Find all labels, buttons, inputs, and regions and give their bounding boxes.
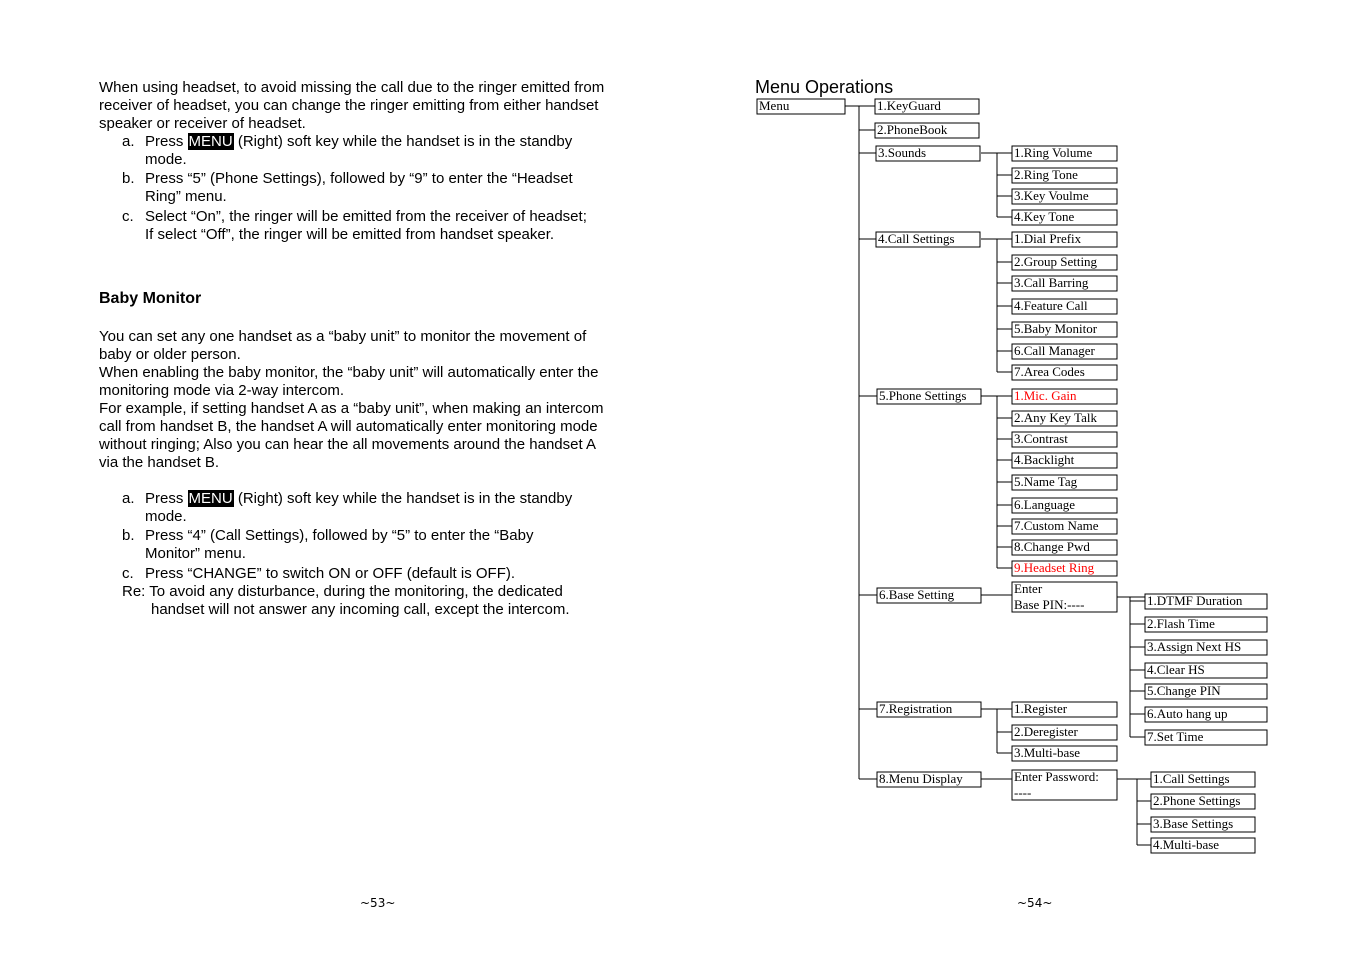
step-list-item — [122, 527, 622, 563]
step-marker: b. — [122, 527, 135, 544]
menu-item-label: 5.Change PIN — [1147, 683, 1221, 698]
call-settings-item — [1012, 298, 1117, 314]
step-text-line2: Ring” menu. — [145, 188, 227, 205]
main-menu-item — [876, 145, 980, 161]
step-text: (Right) soft key while the handset is in the standby — [233, 133, 573, 150]
menu-item-label: 1.Register — [1014, 701, 1068, 716]
menu-item-label: 4.Multi-base — [1153, 837, 1220, 852]
main-menu-item — [875, 122, 979, 138]
base-settings-item — [1145, 616, 1267, 632]
menu-item-label: 2.Ring Tone — [1014, 167, 1078, 182]
menu-item-label: 7.Set Time — [1147, 729, 1204, 744]
step-text-line2: mode. — [145, 151, 187, 168]
body-line: For example, if setting handset A as a “baby unit”, when making an intercom — [99, 400, 604, 417]
menu-item-label: 6.Call Manager — [1014, 343, 1095, 358]
step-text: Select “On”, the ringer will be emitted from the receiver of headset; — [145, 208, 587, 225]
menu-tree-diagram — [675, 0, 1351, 954]
menu-key-label: MENU — [188, 490, 233, 507]
menu-item-label: 7.Custom Name — [1014, 518, 1099, 533]
menu-root-box — [757, 98, 845, 114]
menu-item-label: Menu — [759, 98, 790, 113]
phone-settings-item — [1012, 388, 1117, 404]
body-line: call from handset B, the handset A will automatically enter monitoring mode — [99, 418, 598, 435]
section-title: Menu Operations — [755, 77, 894, 97]
step-text: (Right) soft key while the handset is in the standby — [233, 490, 573, 507]
step-list-item — [122, 170, 622, 206]
menu-item-label: 2.PhoneBook — [877, 122, 948, 137]
menu-item-label: 4.Backlight — [1014, 452, 1075, 467]
password-box — [1012, 769, 1117, 800]
remark-line: handset will not answer any incoming call, except the intercom. — [151, 601, 570, 618]
step-list-item — [122, 565, 622, 583]
menu-item-label: 8.Change Pwd — [1014, 539, 1090, 554]
menu-display-item — [1151, 816, 1255, 832]
step-text: Press — [145, 133, 188, 150]
menu-item-label: 2.Flash Time — [1147, 616, 1215, 631]
sounds-item — [1012, 188, 1117, 204]
menu-item-label: 9.Headset Ring — [1014, 560, 1095, 575]
menu-item-label: 3.Contrast — [1014, 431, 1068, 446]
menu-item-label: 1.Dial Prefix — [1014, 231, 1082, 246]
base-settings-item — [1145, 729, 1267, 745]
menu-item-label: 2.Phone Settings — [1153, 793, 1241, 808]
step-text: Press “5” (Phone Settings), followed by “9” to enter the “Headset — [145, 170, 573, 187]
step-text: Press — [145, 490, 188, 507]
menu-item-label: 5.Name Tag — [1014, 474, 1078, 489]
intro-paragraph — [99, 79, 639, 133]
step-list-item — [122, 490, 622, 526]
step-list-item — [122, 133, 622, 169]
base-settings-item — [1145, 639, 1267, 655]
menu-display-item — [1151, 837, 1255, 853]
left-page — [0, 0, 675, 954]
call-settings-item — [1012, 231, 1117, 247]
phone-settings-item — [1012, 431, 1117, 447]
step-marker: c. — [122, 208, 134, 225]
menu-item-label: 7.Registration — [879, 701, 953, 716]
base-settings-item — [1145, 593, 1267, 609]
base-pin-box — [1012, 581, 1117, 612]
menu-display-item — [1151, 771, 1255, 787]
body-line: When enabling the baby monitor, the “baby unit” will automatically enter the — [99, 364, 599, 381]
registration-item — [1012, 724, 1117, 740]
menu-item-label: ---- — [1014, 785, 1032, 800]
step-text-line2: Monitor” menu. — [145, 545, 246, 562]
sounds-item — [1012, 167, 1117, 183]
step-marker: b. — [122, 170, 135, 187]
menu-item-label: 1.KeyGuard — [877, 98, 941, 113]
call-settings-item — [1012, 254, 1117, 270]
main-menu-item — [875, 98, 979, 114]
step-text-line2: If select “Off”, the ringer will be emitted from handset speaker. — [145, 226, 555, 243]
call-settings-item — [1012, 364, 1117, 380]
body-line: baby or older person. — [99, 346, 241, 363]
menu-key-label: MENU — [188, 133, 233, 150]
menu-item-label: 7.Area Codes — [1014, 364, 1085, 379]
menu-item-label: 6.Base Setting — [879, 587, 955, 602]
menu-item-label: 5.Baby Monitor — [1014, 321, 1098, 336]
menu-item-label: 3.Assign Next HS — [1147, 639, 1242, 654]
main-menu-item — [877, 771, 981, 787]
call-settings-item — [1012, 275, 1117, 291]
intro-line: speaker or receiver of headset. — [99, 115, 306, 132]
sounds-item — [1012, 209, 1117, 225]
phone-settings-item — [1012, 560, 1117, 576]
phone-settings-item — [1012, 497, 1117, 513]
registration-item — [1012, 745, 1117, 761]
remark — [122, 583, 642, 619]
menu-item-label: 3.Multi-base — [1014, 745, 1081, 760]
menu-item-label: 4.Clear HS — [1147, 662, 1205, 677]
step-text: Press “4” (Call Settings), followed by “5” to enter the “Baby — [145, 527, 534, 544]
phone-settings-item — [1012, 474, 1117, 490]
intro-line: receiver of headset, you can change the ringer emitting from either handset — [99, 97, 599, 114]
sounds-item — [1012, 145, 1117, 161]
base-settings-item — [1145, 683, 1267, 699]
body-line: monitoring mode via 2-way intercom. — [99, 382, 345, 399]
phone-settings-item — [1012, 452, 1117, 468]
menu-item-label: 1.Ring Volume — [1014, 145, 1093, 160]
main-menu-item — [877, 388, 981, 404]
page-number: ~54~ — [1017, 896, 1053, 910]
phone-settings-item — [1012, 518, 1117, 534]
main-menu-item — [877, 701, 981, 717]
menu-item-label: 3.Call Barring — [1014, 275, 1089, 290]
call-settings-item — [1012, 343, 1117, 359]
body-paragraph — [99, 328, 639, 472]
step-marker: c. — [122, 565, 134, 582]
step-text: Press “CHANGE” to switch ON or OFF (default is OFF). — [145, 565, 516, 582]
body-line: You can set any one handset as a “baby unit” to monitor the movement of — [99, 328, 587, 345]
menu-item-label: 6.Auto hang up — [1147, 706, 1228, 721]
base-settings-item — [1145, 706, 1267, 722]
menu-item-label: 3.Sounds — [878, 145, 927, 160]
menu-item-label: Enter Password: — [1014, 769, 1099, 784]
step-text-line2: mode. — [145, 508, 187, 525]
phone-settings-item — [1012, 539, 1117, 555]
step-list-item — [122, 208, 622, 244]
menu-item-label: 1.DTMF Duration — [1147, 593, 1243, 608]
right-page — [675, 0, 1351, 954]
main-menu-item — [877, 587, 981, 603]
intro-line: When using headset, to avoid missing the call due to the ringer emitted from — [99, 79, 605, 96]
menu-item-label: 2.Group Setting — [1014, 254, 1098, 269]
main-menu-item — [876, 231, 980, 247]
body-line: without ringing; Also you can hear the all movements around the handset A — [99, 436, 596, 453]
menu-item-label: 8.Menu Display — [879, 771, 963, 786]
menu-item-label: 2.Deregister — [1014, 724, 1078, 739]
registration-item — [1012, 701, 1117, 717]
menu-item-label: 4.Key Tone — [1014, 209, 1075, 224]
body-line: via the handset B. — [99, 454, 220, 471]
page-number: ~53~ — [360, 896, 396, 910]
phone-settings-item — [1012, 410, 1117, 426]
menu-item-label: 4.Call Settings — [878, 231, 955, 246]
menu-item-label: Base PIN:---- — [1014, 597, 1085, 612]
menu-item-label: 4.Feature Call — [1014, 298, 1088, 313]
step-marker: a. — [122, 490, 135, 507]
menu-item-label: 3.Base Settings — [1153, 816, 1234, 831]
base-settings-item — [1145, 662, 1267, 678]
remark-line: Re: To avoid any disturbance, during the monitoring, the dedicated — [122, 583, 563, 600]
section-heading: Baby Monitor — [99, 290, 202, 307]
call-settings-item — [1012, 321, 1117, 337]
menu-item-label: Enter — [1014, 581, 1043, 596]
menu-display-item — [1151, 793, 1255, 809]
menu-item-label: 5.Phone Settings — [879, 388, 967, 403]
menu-item-label: 1.Mic. Gain — [1014, 388, 1077, 403]
menu-item-label: 3.Key Voulme — [1014, 188, 1089, 203]
menu-item-label: 1.Call Settings — [1153, 771, 1230, 786]
menu-item-label: 6.Language — [1014, 497, 1076, 512]
step-marker: a. — [122, 133, 135, 150]
menu-item-label: 2.Any Key Talk — [1014, 410, 1097, 425]
